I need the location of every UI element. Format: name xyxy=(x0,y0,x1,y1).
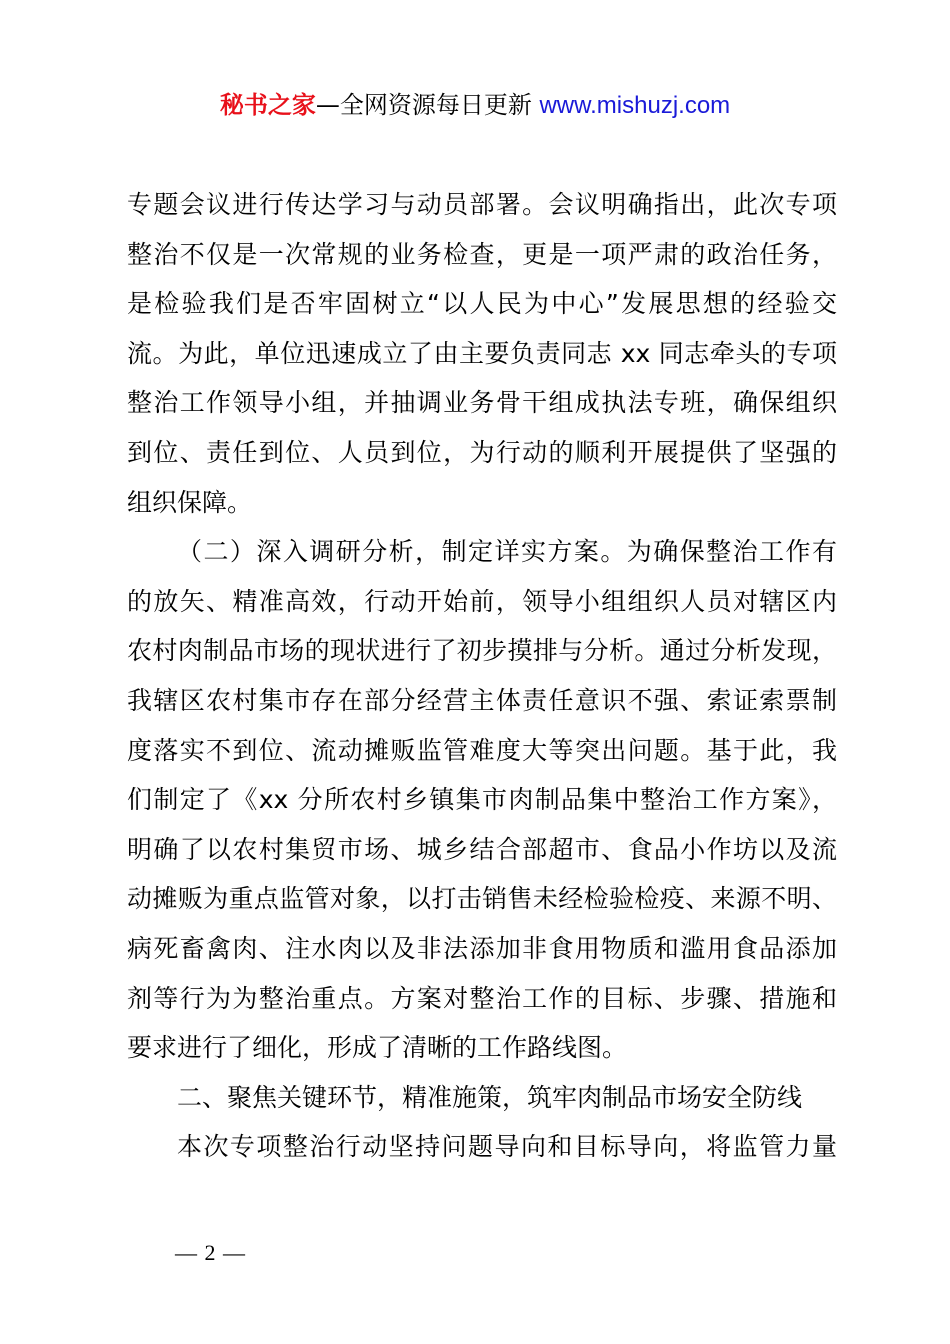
body-line: 是检验我们是否牢固树立“以人民为中心”发展思想的经验交 xyxy=(127,289,837,319)
body-line: 整治不仅是一次常规的业务检查，更是一项严肃的政治任务， xyxy=(127,239,837,269)
header-tagline: —全网资源每日更新 xyxy=(315,91,532,119)
body-line: 病死畜禽肉、注水肉以及非法添加非食用物质和滥用食品添加 xyxy=(127,933,837,963)
body-line: 度落实不到位、流动摊贩监管难度大等突出问题。基于此，我 xyxy=(127,735,837,765)
body-line: 动摊贩为重点监管对象，以打击销售未经检验检疫、来源不明、 xyxy=(127,884,837,914)
body-line: 专题会议进行传达学习与动员部署。会议明确指出，此次专项 xyxy=(127,190,837,219)
page-number: — 2 — xyxy=(175,1240,246,1265)
body-line: 组织保障。 xyxy=(127,487,253,517)
body-line: 剂等行为为整治重点。方案对整治工作的目标、步骤、措施和 xyxy=(127,983,837,1013)
body-line: 到位、责任到位、人员到位，为行动的顺利开展提供了坚强的 xyxy=(127,437,837,467)
page-header xyxy=(0,88,950,123)
document-body xyxy=(127,180,837,1172)
website-url: www.mishuzj.com xyxy=(539,92,731,119)
body-line: 的放矢、精准高效，行动开始前，领导小组组织人员对辖区内 xyxy=(127,586,837,616)
body-line: 要求进行了细化，形成了清晰的工作路线图。 xyxy=(127,1033,628,1063)
body-line: 农村肉制品市场的现状进行了初步摸排与分析。通过分析发现， xyxy=(127,636,837,666)
body-line: 我辖区农村集市存在部分经营主体责任意识不强、索证索票制 xyxy=(127,685,837,715)
body-line: 流。为此，单位迅速成立了由主要负责同志 xx 同志牵头的专项 xyxy=(127,338,837,368)
section-heading-line: （二）深入调研分析，制定详实方案。为确保整治工作有 xyxy=(177,537,837,567)
body-line: 明确了以农村集贸市场、城乡结合部超市、食品小作坊以及流 xyxy=(127,834,837,864)
body-line: 本次专项整治行动坚持问题导向和目标导向，将监管力量 xyxy=(177,1132,837,1162)
brand-name: 秘书之家 xyxy=(219,91,316,119)
body-line: 整治工作领导小组，并抽调业务骨干组成执法专班，确保组织 xyxy=(127,388,837,418)
body-line: 们制定了《xx 分所农村乡镇集市肉制品集中整治工作方案》， xyxy=(127,785,837,815)
chapter-heading: 二、聚焦关键环节，精准施策，筑牢肉制品市场安全防线 xyxy=(177,1082,803,1112)
